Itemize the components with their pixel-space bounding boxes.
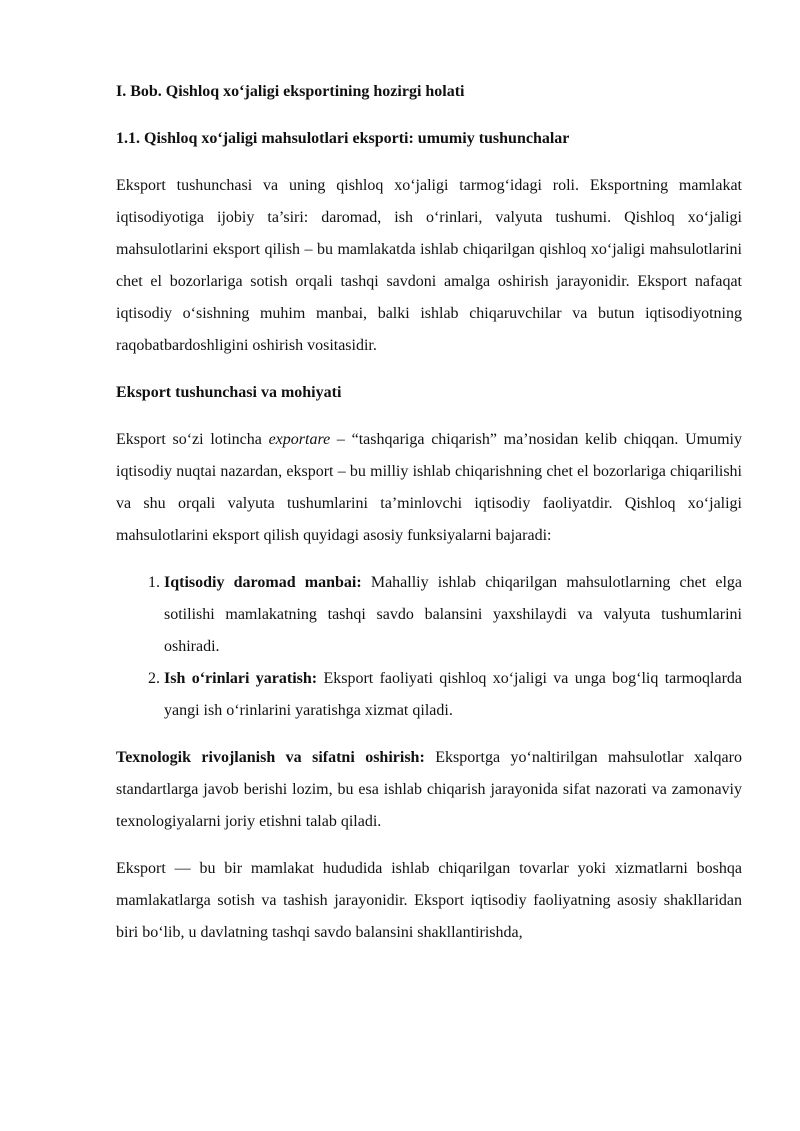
list-item xyxy=(164,567,742,663)
list-item-title: Ish o‘rinlari yaratish: xyxy=(164,670,318,687)
technology-text: Eksportga yo‘naltirilgan mahsulotlar xalqaro standartlarga javob berishi lozim, bu esa ishlab chiqarish jarayonida sifat nazorati va zamonaviy texnologiyalarni joriy etishni talab qiladi. xyxy=(116,749,742,830)
chapter-heading: I. Bob. Qishloq xo‘jaligi eksportining hozirgi holati xyxy=(116,83,465,100)
list-item-title: Iqtisodiy daromad manbai: xyxy=(164,574,362,591)
list-item xyxy=(164,663,742,727)
list-item-text: Eksport faoliyati qishloq xo‘jaligi va unga bog‘liq tarmoqlarda yangi ish o‘rinlarini yaratishga xizmat qiladi. xyxy=(164,670,742,719)
definition-text-start: Eksport so‘zi lotincha xyxy=(116,431,269,448)
latin-term: exportare xyxy=(268,431,331,448)
technology-title: Texnologik rivojlanish va sifatni oshirish: xyxy=(116,749,425,766)
subsection-heading: Eksport tushunchasi va mohiyati xyxy=(116,384,342,401)
definition-paragraph xyxy=(116,424,742,552)
technology-paragraph xyxy=(116,742,742,838)
definition-text-end: – “tashqariga chiqarish” ma’nosidan kelib chiqqan. Umumiy iqtisodiy nuqtai nazardan, eksport – bu milliy ishlab chiqarishning chet el bozorlariga chiqarilishi va shu orqali valyuta tushumlarini ta’minlovchi iqtisodiy faoliyatdir. Qishloq xo‘jaligi mahsulotlarini eksport qilish quyidagi asosiy funksiyalarni bajaradi: xyxy=(116,431,742,544)
export-definition-paragraph: Eksport — bu bir mamlakat hududida ishlab chiqarilgan tovarlar yoki xizmatlarni boshqa mamlakatlarga sotish va tashish jarayonidir. Eksport iqtisodiy faoliyatning asosiy shakllaridan biri bo‘lib, u davlatning tashqi savdo balansini shakllantirishda, xyxy=(116,860,742,941)
functions-list xyxy=(116,567,742,727)
section-heading: 1.1. Qishloq xo‘jaligi mahsulotlari eksporti: umumiy tushunchalar xyxy=(116,130,570,147)
intro-paragraph: Eksport tushunchasi va uning qishloq xo‘jaligi tarmog‘idagi roli. Eksportning mamlakat iqtisodiyotiga ijobiy ta’siri: daromad, ish o‘rinlari, valyuta tushumi. Qishloq xo‘jaligi mahsulotlarini eksport qilish – bu mamlakatda ishlab chiqarilgan qishloq xo‘jaligi mahsulotlarini chet el bozorlariga sotish orqali tashqi savdoni amalga oshirish jarayonidir. Eksport nafaqat iqtisodiy o‘sishning muhim manbai, balki ishlab chiqaruvchilar va butun iqtisodiyotning raqobatbardoshligini oshirish vositasidir. xyxy=(116,177,742,354)
list-item-text: Mahalliy ishlab chiqarilgan mahsulotlarning chet elga sotilishi mamlakatning tashqi savdo balansini yaxshilaydi va valyuta tushumlarini oshiradi. xyxy=(164,574,742,655)
document-page xyxy=(116,76,742,964)
